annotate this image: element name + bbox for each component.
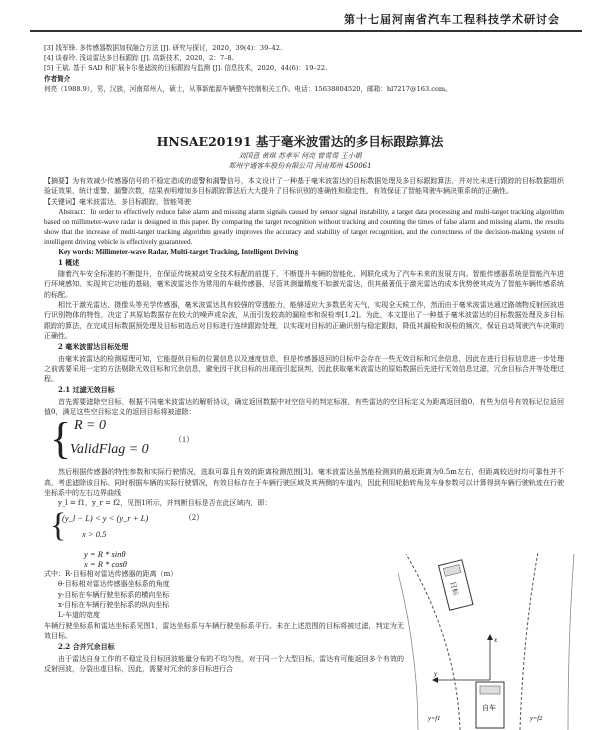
figure-1-diagram [398, 548, 578, 730]
section-2-1-para-4: 车辆行驶坐标系和雷达坐标系见图1，雷达坐标系与车辆行驶坐标系平行。未在上述范围的目标将被过滤，判定为无效目标。 [44, 621, 404, 640]
target-label: 目标 [448, 580, 460, 597]
journal-header: 第十七届河南省汽车工程科技学术研讨会 [344, 13, 560, 26]
x-axis-arrowhead [487, 634, 493, 640]
variable-legend [44, 569, 404, 674]
x-axis-label: x [494, 636, 498, 644]
author-bio-title: 作者简介 [44, 74, 71, 83]
equation-1-line-2: ValidFlag = 0 [70, 442, 149, 458]
equation-1-line-1: R = 0 [74, 418, 106, 434]
reference-3: [3] 钱军锋. 多传感器数据加权融合方法 [J]. 研究与探讨，2020，39(4)：39–42. [44, 44, 283, 52]
equation-3: y = R * sinθ [84, 548, 126, 559]
legend-item: y-目标在车辆行驶坐标系的横向坐标 [58, 590, 170, 599]
ego-label: 自车 [482, 704, 496, 712]
page-header [0, 0, 600, 30]
section-2-para-1: 由毫米波雷达的检测原理可知，它能提供目标的位置信息以及速度信息，但是传感器返回的目标中会存在一些无效目标和冗余信息，因此在进行目标信息进一步处理之前需要采用一定的方法剔除无效目标和冗余信息，避免因干扰目标的出现而引起误判，因此获取毫米波雷达的原始数据后先进行无效信息过滤，冗余目标合并等处理过程。 [44, 354, 564, 384]
left-lane-line [398, 558, 418, 730]
reference-4: [4] 谈春玲. 浅谈雷达多目标跟踪 [J]. 高新技术，2020，2：7–8. [44, 54, 234, 63]
equation-4: x = R * cosθ [84, 558, 127, 569]
abstract-en: Abstract：In order to effectively reduce false alarm and missing alarm signals caused by sensor signal instability, a target data processing and multi-target tracking algorithm based on millimeter-wave radar is designed in this paper. By comparing the target recognition without tracking and counting the times of false alarm and missing alarm, the results show that the increase of multi-target tracking algorithm greatly improves the accuracy and stability of target recognition, and the correctness of the decision-making system of intelligent driving vehicle is effectively guaranteed. [44, 207, 564, 246]
section-2-title: 2 毫米波雷达目标处理 [58, 342, 129, 352]
section-2-1-para-1: 首先需要滤除空目标，根据不同毫米波雷达的解析协议，确定返回数据中对空信号的判定标准，有些雷达的空目标定义为距离返回值0，有些为信号有效标记位返回值0，满足这些空目标定义的返回目标将被滤除： [44, 397, 564, 417]
legend-item: L-车道的宽度 [58, 611, 101, 620]
equation-brace: { [50, 414, 72, 464]
author-bio: 何亮（1988.9），男，汉族，河南郑州人，硕士，从事新能源车辆整车控制相关工作。电话：15638804520，邮箱：hl7217@163.com。 [44, 84, 452, 93]
equation-2-number: （2） [184, 512, 204, 522]
keywords-en: Key words: Millimeter-wave Radar, Multi-target Tracking, Intelligent Driving [58, 247, 299, 256]
abstract-zh: 【摘要】为有效减少传感器信号的不稳定造成的虚警和漏警信号，本文设计了一种基于毫米波雷达的目标数据处理及多目标跟踪算法，并对比未进行跟踪的目标数据组织验证效果，统计虚警、漏警次数，结果表明增加多目标跟踪算法后大大提升了目标识别的准确性和稳定性，有效保证了智能驾驶车辆决策系统的正确性。 [44, 177, 564, 196]
section-2-2-para-1: 由于雷达自身工作的不稳定及目标回波能量分布的不均匀性，对于同一个大型目标，雷达有可能返回多个有效的反射回波，分裂出虚目标，因此，需要对冗余的多目标进行合 [44, 654, 404, 673]
equation-1 [44, 414, 564, 467]
equation-brace: { [50, 506, 67, 544]
equation-2-line-2: x > 0.5 [82, 528, 107, 539]
legend-item: θ-目标相对雷达传感器坐标系的角度 [58, 580, 170, 589]
section-1-title: 1 概述 [58, 257, 80, 267]
left-boundary-label: y=f1 [428, 715, 441, 722]
paper-authors [0, 151, 600, 171]
right-boundary-label: y=f2 [530, 715, 543, 722]
section-2-1-title: 2.1 过滤无效目标 [58, 385, 115, 395]
author-list: 刘国意 黄琪 苏孝军 何亮 曾莺莺 王小娟 [238, 152, 362, 160]
section-1-para-1: 随着汽车安全标准的不断提升，在保证传统被动安全技术标配的前提下，不断提升车辆的智能化、网联化成为了汽车未来的发展方向。智能传感器系统是智能汽车进行环境感知、实现其它功能的基础，毫米波雷达作为常用的车载传感器，尽管其测量精度不如激光雷达，但其最著低于激光雷达的成本优势使其成为了智能车辆传感系统的标配。 [44, 270, 564, 299]
section-1-para-2: 相比于激光雷达、摄像头等光学传感器，毫米波雷达具有较强的穿透能力，能够适应大多数恶劣天气，实现全天候工作，然而由于毫米波雷达通过路端物反射回波进行识别物体的特性，决定了其原始数据存在较大的噪声或杂波，从而引发较高的漏检率和误检率[1,2]。为此，本文提出了一种基于毫米波雷达的目标数据处理及多目标跟踪的算法，在完成目标数据预处理及目标初选后对目标进行连续跟踪处理，以实现对目标的正确识别与稳定跟踪，降低其漏检和误检的频次，保证自动驾驶汽车决策的正确性。 [44, 301, 564, 340]
legend-item: x-目标在车辆行驶坐标系的纵向坐标 [58, 601, 170, 610]
y-axis-label: y [434, 670, 438, 678]
references [44, 43, 564, 94]
equation-2 [44, 506, 404, 549]
affiliation: 郑州宇通客车股份有限公司 河南郑州 450061 [228, 162, 372, 170]
right-boundary-curve [520, 552, 538, 730]
section-2-2-title: 2.2 合并冗余目标 [58, 642, 115, 652]
keywords-zh: 【关键词】毫米波雷达，多目标跟踪，智能驾驶 [44, 197, 191, 206]
reference-5: [5] 王斌. 基于 SAD 和扩展卡尔曼滤波的目标跟踪与监测 [J]. 信息技术，2020，44(6)：19–22. [44, 64, 328, 73]
equation-1-number: （1） [174, 435, 194, 445]
right-lane-line [568, 554, 574, 730]
equation-2-line-1: (y_l − L) < y < (y_r + L) [62, 512, 149, 523]
paper-title: HNSAE20191 基于毫米波雷达的多目标跟踪算法 [156, 134, 444, 149]
header-rule [30, 30, 582, 32]
section-2-1-para-2: 然后根据传感器的特性参数和实际行驶情况，选取可靠且有效的距离检测范围[3]。毫米波雷达虽然能检测到的最近距离为0.5m左右，但距离较近时均可靠性并不高，考虑滤除该目标。同时根据车辆的实际行驶情况，有效目标存在于车辆行驶区域及其两侧的车道内，因此利用轮胎转角及车身参数可以计算得到车辆行驶轨迹在行驶坐标系中的左右边界曲线 [44, 468, 564, 497]
legend-item: 式中：R-目标相对雷达传感器的距离（m） [44, 570, 178, 579]
section-2-1-para-3: y_l = f1，y_r = f2，见图1所示，并判断目标是否在此区域内，即： [58, 499, 272, 508]
